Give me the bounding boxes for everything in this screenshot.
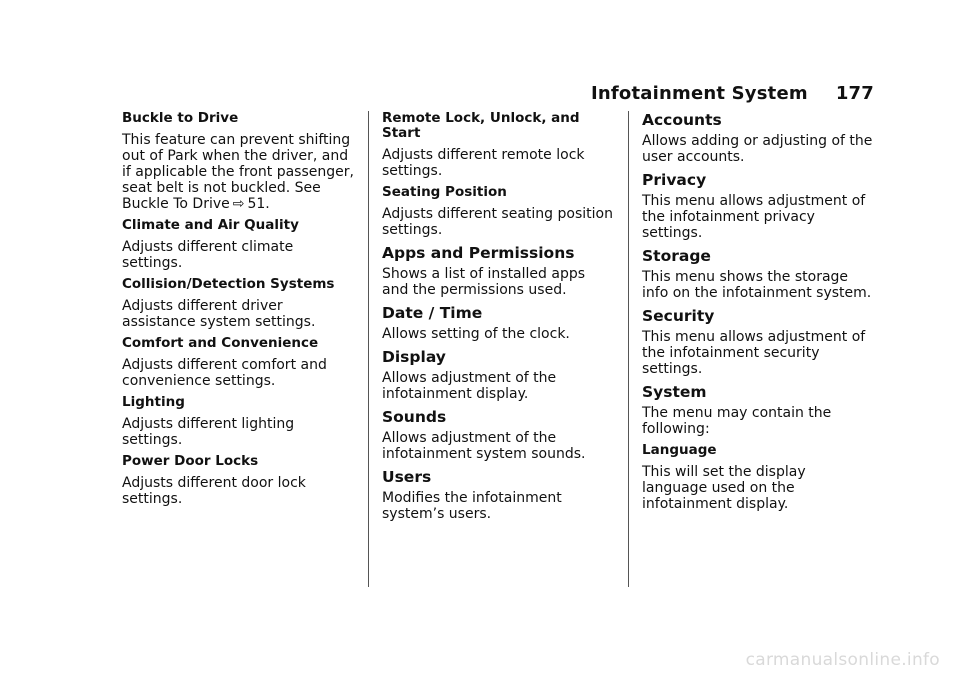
page-ref-arrow-icon: ⇨ (232, 196, 245, 212)
column-divider (628, 111, 629, 587)
heading-accounts: Accounts (642, 111, 722, 129)
paragraph-accounts: Allows adding or adjusting of the user accounts. (642, 133, 873, 165)
paragraph-climate: Adjusts different climate settings. (122, 239, 294, 271)
paragraph-system: The menu may contain the following: (642, 405, 832, 437)
paragraph-text: This feature can prevent shifting out of Park when the driver, and if applicable the front passenger, seat belt is not buckled. See Buckle To Drive (122, 132, 354, 212)
watermark: carmanualsonline.info (745, 650, 940, 670)
subheading-comfort: Comfort and Convenience (122, 335, 319, 351)
paragraph-remote: Adjusts different remote lock settings. (382, 147, 585, 179)
paragraph-privacy: This menu allows adjustment of the infotainment privacy settings. (642, 193, 866, 241)
paragraph-display: Allows adjustment of the infotainment display. (382, 370, 557, 402)
heading-display: Display (382, 348, 446, 366)
subheading-buckle-to-drive: Buckle to Drive (122, 110, 239, 126)
heading-privacy: Privacy (642, 171, 707, 189)
paragraph-security: This menu allows adjustment of the infotainment security settings. (642, 329, 866, 377)
page-ref-link[interactable]: 51. (247, 196, 270, 212)
subheading-language: Language (642, 442, 717, 458)
column-divider (368, 111, 369, 587)
paragraph-collision: Adjusts different driver assistance system settings. (122, 298, 316, 330)
page-header (591, 80, 874, 106)
heading-system: System (642, 383, 707, 401)
section-title: Infotainment System (590, 82, 808, 104)
heading-security: Security (642, 307, 715, 325)
paragraph-language: This will set the display language used on the infotainment display. (642, 464, 806, 512)
heading-storage: Storage (642, 247, 711, 265)
heading-apps: Apps and Permissions (382, 244, 575, 262)
paragraph-date-time: Allows setting of the clock. (382, 326, 570, 342)
paragraph-users: Modifies the infotainment system’s users. (382, 490, 562, 522)
paragraph-storage: This menu shows the storage info on the infotainment system. (642, 269, 872, 301)
subheading-remote: Remote Lock, Unlock, and Start (382, 110, 580, 141)
paragraph-door-locks: Adjusts different door lock settings. (122, 475, 306, 507)
subheading-collision: Collision/Detection Systems (122, 276, 335, 292)
column-1 (122, 111, 354, 513)
heading-sounds: Sounds (382, 408, 447, 426)
subheading-lighting: Lighting (122, 394, 185, 410)
subheading-seating: Seating Position (382, 184, 507, 200)
paragraph-lighting: Adjusts different lighting settings. (122, 416, 295, 448)
paragraph-buckle-to-drive (122, 132, 354, 212)
paragraph-sounds: Allows adjustment of the infotainment system sounds. (382, 430, 586, 462)
paragraph-apps: Shows a list of installed apps and the permissions used. (382, 266, 586, 298)
heading-date-time: Date / Time (382, 304, 483, 322)
paragraph-comfort: Adjusts different comfort and convenience settings. (122, 357, 327, 389)
column-3 (642, 111, 874, 518)
paragraph-seating: Adjusts different seating position settings. (382, 206, 613, 238)
subheading-door-locks: Power Door Locks (122, 453, 259, 469)
subheading-climate: Climate and Air Quality (122, 217, 299, 233)
page-number: 177 (835, 82, 874, 104)
heading-users: Users (382, 468, 432, 486)
column-2 (382, 111, 614, 528)
